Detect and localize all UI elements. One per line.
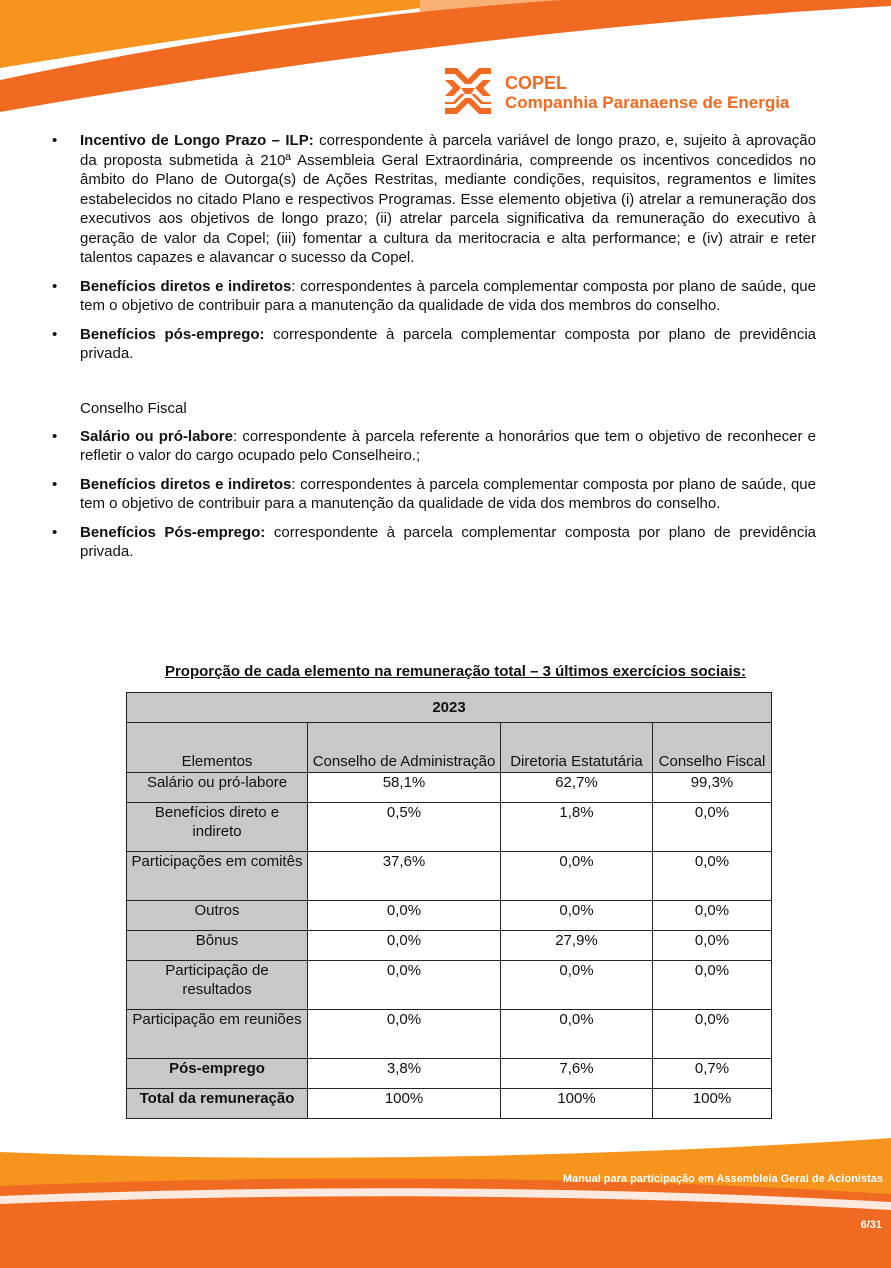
bullet-text: correspondente à parcela variável de longo prazo, e, sujeito à aprovação da proposta submetida à 210ª Assembleia Geral Extraordinária, compreende os incentivos concedidos no âmbito do Plano de Outorga(s) de Ações Restritas, mediante condições, requisitos, regramentos e limites estabelecidos no citado Plano e respectivos Programas. Esse elemento objetiva (i) atrelar a remuneração dos executivos aos objetivos de longo prazo; (ii) atrelar parcela significativa da remuneração do executivo à geração de valor da Copel; (iii) fomentar a cultura da meritocracia e alta performance; e (iv) atrair e reter talentos capazes e alavancar o sucesso da Copel.	[80, 132, 816, 266]
footer-title: Manual para participação em Assembleia Geral de Acionistas	[562, 1173, 883, 1185]
list-item	[52, 277, 816, 316]
table-title-text: Proporção de cada elemento na remuneração total – 3 últimos exercícios sociais	[164, 663, 742, 680]
table-cell: 27,9%	[501, 931, 653, 961]
table-cell: 0,0%	[501, 1010, 653, 1059]
table-cell: 0,0%	[653, 961, 772, 1010]
bullet-term: Benefícios pós-emprego:	[80, 325, 265, 343]
table-cell: 58,1%	[308, 773, 501, 803]
table-cell: 0,0%	[653, 1010, 772, 1059]
footer-swoosh	[0, 1130, 891, 1268]
table-row	[127, 961, 772, 1010]
table-cell: 0,0%	[501, 852, 653, 901]
table-cell: 0,0%	[653, 901, 772, 931]
table-cell: 62,7%	[501, 773, 653, 803]
table-header-cell: Diretoria Estatutária	[501, 723, 653, 773]
table-row	[127, 901, 772, 931]
table-cell: 0,0%	[308, 931, 501, 961]
table-cell: 99,3%	[653, 773, 772, 803]
table-cell: 0,0%	[501, 961, 653, 1010]
section-title: Conselho Fiscal	[80, 399, 187, 417]
page-number: 6/31	[860, 1219, 882, 1231]
bullet-text: correspondente à parcela complementar composta por plano de previdência privada.	[80, 325, 816, 362]
table-cell: 0,0%	[653, 931, 772, 961]
table-title-suffix: :	[741, 663, 747, 680]
list-item	[52, 325, 816, 364]
bullet-text: correspondente à parcela complementar composta por plano de previdência privada.	[80, 523, 817, 560]
table-cell: 3,8%	[308, 1059, 501, 1089]
list-item	[52, 427, 816, 466]
bullet-list-fiscal-council	[52, 427, 816, 562]
table-year-row	[127, 693, 772, 723]
remuneration-table	[126, 692, 772, 1119]
table-cell: 100%	[653, 1089, 772, 1119]
row-label: Benefícios direto e indireto	[127, 803, 308, 852]
bullet-term: Incentivo de Longo Prazo – ILP:	[80, 132, 314, 149]
table-cell: 37,6%	[308, 852, 501, 901]
table-cell: 7,6%	[501, 1059, 653, 1089]
table-header-row	[127, 723, 772, 773]
table-cell: 0,5%	[308, 803, 501, 852]
copel-logo-mark-icon	[443, 66, 493, 116]
table-row	[127, 1059, 772, 1089]
row-label: Total da remuneração	[127, 1089, 308, 1119]
table-title	[0, 663, 891, 680]
table-cell: 0,0%	[308, 961, 501, 1010]
bullet-text: : correspondentes à parcela complementar composta por plano de saúde, que tem o objetivo de contribuir para a manutenção da qualidade de vida dos membros do conselho.	[80, 277, 816, 314]
table-header-cell: Conselho Fiscal	[653, 723, 772, 773]
table-header-cell: Elementos	[127, 723, 308, 773]
brand-full-name: Companhia Paranaense de Energia	[505, 93, 790, 112]
table-cell: 0,0%	[653, 803, 772, 852]
row-label: Pós-emprego	[127, 1059, 308, 1089]
table-cell: 0,0%	[653, 852, 772, 901]
copel-logo	[443, 66, 815, 118]
brand-name: COPEL	[505, 73, 568, 93]
table-row	[127, 1089, 772, 1119]
list-item	[52, 131, 816, 268]
row-label: Outros	[127, 901, 308, 931]
bullet-term: Salário ou pró-labore	[80, 427, 233, 445]
bullet-term: Benefícios diretos e indiretos	[80, 475, 292, 493]
row-label: Participações em comitês	[127, 852, 308, 901]
list-item	[52, 523, 816, 562]
bullet-text: : correspondente à parcela referente a honorários que tem o objetivo de reconhecer e refletir o valor do cargo ocupado pelo Conselheiro.;	[80, 427, 817, 464]
table-row	[127, 803, 772, 852]
bullet-term: Benefícios diretos e indiretos	[80, 277, 292, 295]
table-row	[127, 773, 772, 803]
row-label: Participação em reuniões	[127, 1010, 308, 1059]
table-header-cell: Conselho de Administração	[308, 723, 501, 773]
bullet-term: Benefícios Pós-emprego:	[80, 523, 266, 541]
table-cell: 1,8%	[501, 803, 653, 852]
list-item	[52, 475, 816, 514]
table-cell: 0,7%	[653, 1059, 772, 1089]
row-label: Participação de resultados	[127, 961, 308, 1010]
table-cell: 100%	[308, 1089, 501, 1119]
table-cell: 0,0%	[501, 901, 653, 931]
table-year: 2023	[127, 693, 772, 723]
row-label: Bônus	[127, 931, 308, 961]
table-cell: 0,0%	[308, 1010, 501, 1059]
row-label: Salário ou pró-labore	[127, 773, 308, 803]
bullet-list-directors	[52, 131, 816, 364]
document-body	[52, 131, 816, 571]
table-row	[127, 852, 772, 901]
table-cell: 0,0%	[308, 901, 501, 931]
table-row	[127, 931, 772, 961]
bullet-text: : correspondentes à parcela complementar composta por plano de saúde, que tem o objetivo de contribuir para a manutenção da qualidade de vida dos membros do conselho.	[80, 475, 816, 512]
table-row	[127, 1010, 772, 1059]
table-cell: 100%	[501, 1089, 653, 1119]
logo-text	[505, 74, 789, 112]
